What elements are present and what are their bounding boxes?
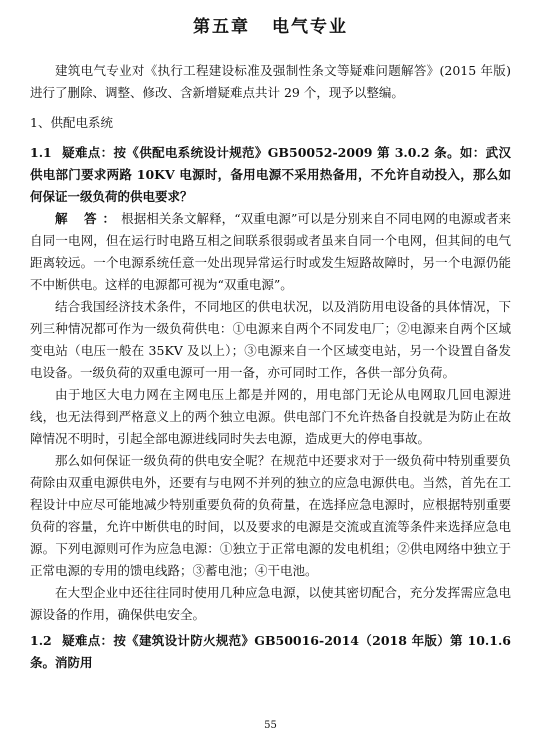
page-number: 55 <box>264 720 277 731</box>
question-1 <box>30 142 511 208</box>
chapter-name: 电气专业 <box>272 17 348 37</box>
answer-paragraph-4: 那么如何保证一级负荷的供电安全呢？在规范中还要求对于一级负荷中特别重要负荷除由双重电源供电外，还要有与电网不并列的独立的应急电源供电。当然，首先在工程设计中应尽可能地减少特别重要负荷的负荷量，在选择应急电源时，应根据特别重要负荷的容量，允许中断供电的时间，以及要求的电源是交流或直流等条件来选择应急电源。下列电源则可作为应急电源：①独立于正常电源的发电机组；②供电网络中独立于正常电源的专用的馈电线路；③蓄电池；④干电池。 <box>30 453 511 578</box>
question-1-number: 1.1 <box>30 145 52 160</box>
answer-paragraph-5: 在大型企业中还往往同时使用几种应急电源，以使其密切配合，充分发挥需应急电源设备的作用，确保供电安全。 <box>30 585 511 622</box>
intro-paragraph: 建筑电气专业对《执行工程建设标准及强制性条文等疑难问题解答》(2015 年版)进行了删除、调整、修改、含新增疑难点共计 29 个，现予以整编。 <box>30 63 511 100</box>
section-heading: 1、供配电系统 <box>30 115 113 130</box>
answer-paragraph-2: 结合我国经济技术条件，不同地区的供电状况，以及消防用电设备的具体情况，下列三种情况都可作为一级负荷供电：①电源来自两个不同发电厂；②电源来自两个区域变电站（电压一般在 35KV 及以上）；③电源来自一个区域变电站，另一个设置自备发电设备。一级负荷的双重电源可一用一备，亦可同时工作，各供一部分负荷。 <box>30 299 511 380</box>
chapter-title <box>30 14 511 40</box>
answer-label: 解 答： <box>55 211 122 226</box>
question-2-text: 疑难点：按《建筑设计防火规范》GB50016-2014（2018 年版）第 10.1.6 条。消防用 <box>30 633 511 670</box>
question-2-number: 1.2 <box>30 633 52 648</box>
question-1-text: 疑难点：按《供配电系统设计规范》GB50052-2009 第 3.0.2 条。如：武汉供电部门要求两路 10KV 电源时，备用电源不采用热备用，不允许自动投入，那么如何保证一级负荷的供电要求？ <box>30 145 511 204</box>
answer-text-1: 根据相关条文解释，“双重电源”可以是分别来自不同电网的电源或者来自同一电网，但在运行时电路互相之间联系很弱或者虽来自同一个电网，但其间的电气距离较远。一个电源系统任意一处出现异常运行时或发生短路故障时，另一个电源仍能不中断供电。这样的电源都可视为“双重电源”。 <box>30 211 511 292</box>
chapter-number: 第五章 <box>193 17 250 37</box>
answer-paragraph-3: 由于地区大电力网在主网电压上都是并网的，用电部门无论从电网取几回电源进线，也无法得到严格意义上的两个独立电源。供电部门不允许热备自投就是为防止在故障情况不明时，引起全部电源进线同时失去电源，造成更大的停电事故。 <box>30 387 511 446</box>
answer-paragraph-1 <box>30 208 511 296</box>
question-2 <box>30 630 511 674</box>
